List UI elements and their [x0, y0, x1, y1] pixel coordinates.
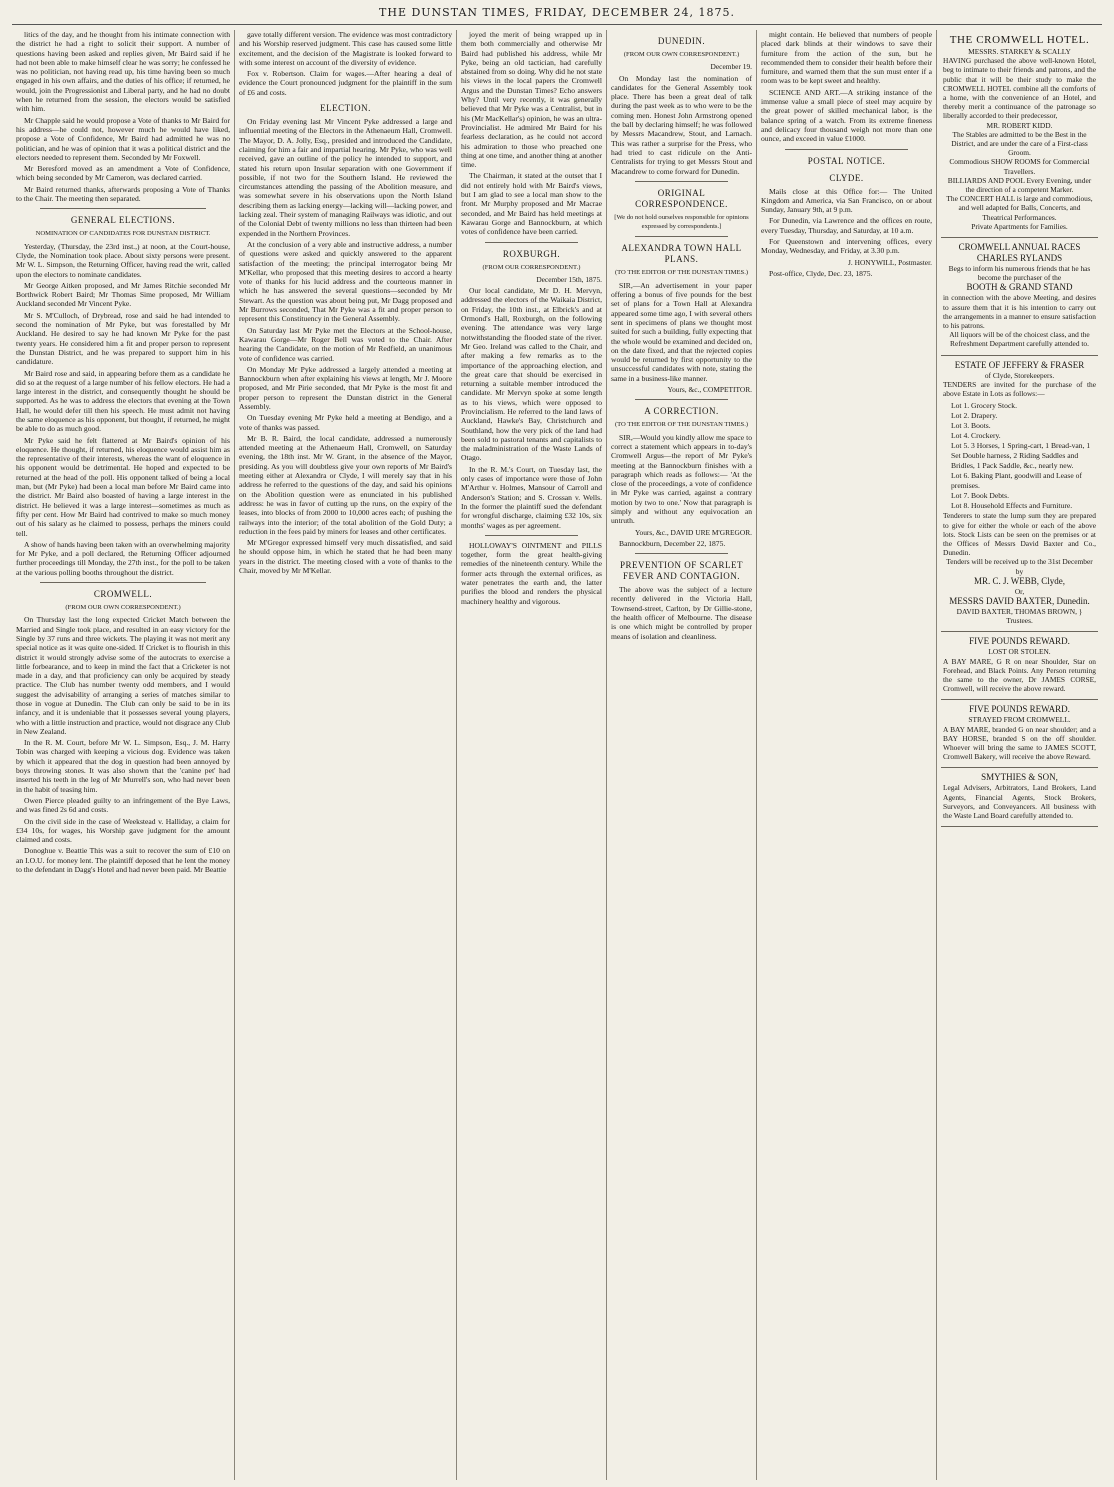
article-paragraph: The Chairman, it stated at the outset that I did not entirely hold with Mr Baird's views, but I am glad to see a local man show to the front. Mr Murphy proposed and Mr Macrae seconded, and Mr Baird has held meetings at Kawarau Gorge and Bannockburn, at which votes of confidence have been carried.: [461, 171, 602, 237]
ad-hotel: [941, 30, 1098, 238]
letter-paragraph: SIR,—An advertisement in your paper offering a bonus of five pounds for the best set of plans for a Town Hall at Alexandra appeared some time ago, I with several others sent in specimens of plans we thought most suited for such a building, fully expecting that the whole would be examined and decided on, on the date fixed, and that the rejected copies would be returned by first opportunity to the unsuccessful candidates with note, stating the same in a business-like manner.: [611, 280, 752, 383]
ad-owner: MESSRS. STARKEY & SCALLY: [968, 47, 1071, 56]
ad-line: Commodious SHOW ROOMS for Commercial Travellers.: [949, 157, 1090, 176]
article-paragraph: On Friday evening last Mr Vincent Pyke addressed a large and influential meeting of the Electors in the Athenaeum Hall, Cromwell. The Mayor, D. A. Jolly, Esq., presided and introduced the Candidate, claiming for him a fair and impartial hearing. Mr Pyke, who was well received, gave an outline of the policy he intended to support, and stated his return upon Insular separation with one Government if possible, if not two for the Southern Island. He reviewed the circumstances attending the passing of the Abolition measure, and was somewhat severe in his observations upon the North Island describing them as lacking energy—lacking will—lacking power, and lacking zeal. Their system of managing Railways was idiotic, and out of the Colonial Debt of twenty millions no less than thirteen had been expended in the Northern Provinces.: [239, 117, 452, 238]
section-heading: POSTAL NOTICE.: [807, 155, 886, 166]
section-heading: GENERAL ELECTIONS.: [70, 215, 176, 226]
article-paragraph: Mr Pyke said he felt flattered at Mr Baird's opinion of his eloquence. He thought, if returned, his eloquence would assist him as the representative of their interests, whereas the want of eloquence in his opponent would be detrimental. He hoped and expected to be returned at the head of the poll. His opponent talked of being a local man, but (Mr Pyke) had been a local man before Mr Baird came into the district. Mr Baird also boasted of having a large interest in the district. He believed it was a large interest—sometimes as much as fifty per cent. How Mr Baird had contrived to make so much money out of his salary as he claimed to possess, perhaps the miners could tell.: [16, 435, 230, 538]
column-5: [756, 30, 936, 1480]
ad-text: Tenderers to state the lump sum they are prepared to give for either the whole or each of the above lots. Stock Lists can be seen on the premises or at the Offices of Messrs David Baxter and Co., Dunedin.: [943, 511, 1096, 558]
section-heading: DUNEDIN.: [657, 36, 706, 46]
divider: [40, 208, 206, 209]
ad-text: in connection with the above Meeting, and desires to assure them that it is his intention to carry out the arrangements in a manner to ensure satisfaction to his patrons.: [943, 293, 1096, 331]
article-paragraph: gave totally different version. The evidence was most contradictory and his Worship reserved judgment. This case has caused some little excitement, and the decision of the Magistrate is looked forward to with some interest on account of the diversity of evidence.: [239, 30, 452, 67]
list-item: Lot 5. 3 Horses, 1 Spring-cart, 1 Bread-van, 1 Set Double harness, 2 Riding Saddles and Bridles, 1 Pack Saddle, &c., nearly new.: [951, 441, 1091, 471]
letter-signature: Yours, &c., DAVID URE M'GREGOR.: [634, 527, 752, 537]
article-paragraph: Owen Pierce pleaded guilty to an infringement of the Bye Laws, and was fined 2s 6d and costs.: [16, 795, 230, 815]
article-paragraph: Our local candidate, Mr D. H. Mervyn, addressed the electors of the Waikaia District, on Friday, the 10th inst., at Elbrick's and at Ormond's Hall, Roxburgh, on the following evening. The attendance was very large notwithstanding the flooded state of the river. Mr Geo. Ireland was called to the Chair, and after making a few remarks as to the importance of the approaching election, and the great care that should be exercised in returning a suitable member introduced the candidate. Mr Mervyn spoke at some length as to his views, which were opposed to Provincialism. He referred to the land laws of Auckland, Hawke's Bay, Christchurch and Southland, how the very pick of the land had been sold to pastoral tenants and capitalists to the maladministration of the Waste Lands of Otago.: [461, 286, 602, 463]
divider: [40, 582, 206, 583]
ad-text: Begs to inform his numerous friends that he has become the purchaser of the: [948, 264, 1091, 283]
list-item: Lot 6. Baking Plant, goodwill and Lease of premises.: [951, 471, 1082, 491]
ad-text: Legal Advisers, Arbitrators, Land Brokers, Land Agents, Financial Agents, Stock Brokers, Surveyors, and Conveyancers. All business with the Waste Land Board carefully attended to.: [943, 783, 1096, 820]
column-1: [12, 30, 234, 1480]
article-paragraph: On Saturday last Mr Pyke met the Electors at the School-house, Kawarau Gorge—Mr Roger Bell was voted to the Chair. After hearing the Candidate, on the motion of Mr Redfield, an unanimous vote of confidence was carried.: [239, 325, 452, 363]
lot-list: [951, 401, 1096, 511]
section-subheading: (FROM OUR OWN CORRESPONDENT.): [65, 604, 181, 612]
section-heading: ROXBURGH.: [502, 248, 561, 259]
article-paragraph: Mr George Aitken proposed, and Mr James Ritchie seconded Mr Borthwick Robert Baird; Mr Thomas Sime proposed, Mr William Auckland seconded Mr Vincent Pyke.: [16, 280, 230, 309]
dateline: December 19.: [710, 62, 752, 72]
ad-subtitle: LOST OR STOLEN.: [988, 647, 1051, 657]
article-paragraph: At the conclusion of a very able and instructive address, a number of questions were asked and quickly answered to the apparent satisfaction of the meeting; the principal interrogator being Mr M'Kellar, who proposed that this meeting desires to accord a hearty vote of thanks for his lucid address and the courteous manner in which he has answered the several questions—seconded by Mr Stewart. As the question was about being put, Mr Dagg proposed and Mr Burrows seconded, That Mr Pyke was a fit and proper person to represent this Constituency in the General Assembly.: [239, 239, 452, 324]
article-paragraph: On Thursday last the long expected Cricket Match between the Married and Single took place, and resulted in an easy victory for the Single by 37 runs and three wickets. The playing it was not merit any special notice as it was quite one-sided. If Cricket is to flourish in this district it would strongly advise some of the autocrats to exercise a little forbearance, and to keep in mind the fact that a Cricketer is not made in a day, and that proficiency can only be acquired by steady practice. The Club has number twenty odd members, and I would suggest the advisability of arranging a series of matches similar to those in vogue at Dunedin. The Club can only be said to be in its infancy, and it is undeniable that it possesses several young players, who with a little instruction and practice, would not disgrace any Club in New Zealand.: [16, 615, 230, 736]
ad-subtitle: STRAYED FROM CROMWELL.: [968, 715, 1071, 725]
section-heading: ALEXANDRA TOWN HALL PLANS.: [621, 243, 742, 265]
ad-title: FIVE POUNDS REWARD.: [969, 636, 1070, 647]
article-paragraph: In the R. M. Court, before Mr W. L. Simpson, Esq., J. M. Harry Tobin was charged with keeping a vicious dog. Evidence was taken by which it appeared that the dog in question had been annoyed by boys throwing stones. It was also shown that the 'canine pet' had inserted his teeth in the leg of Mr Murrell's son, who had never been in the habit of teasing him.: [16, 738, 230, 794]
ad-reward-2: [941, 700, 1098, 768]
article-paragraph: On Monday last the nomination of candidates for the General Assembly took place. There has been a great deal of talk during the past week as to who were to be the coming men. Honest John Armstrong opened the ball by declaring himself; he was followed by Messrs Macandrew, Stout, and Larnach. This was rather a surprise for the Press, who had tried to cast ridicule on the Anti-Centralists for trying to get Messrs Stout and Macandrew to come forward for Dunedin.: [611, 73, 752, 176]
editorial-note: [We do not hold ourselves responsible for opinions expressed by correspondents.]: [614, 213, 749, 231]
column-6: [936, 30, 1102, 1480]
article-paragraph: Mr M'Gregor expressed himself very much dissatisfied, and said he should oppose him, in which he stated that he had been many years in the district. The meeting closed with a vote of thanks to the Chair, moved by Mr M'Kellar.: [239, 538, 452, 576]
ad-text: A BAY MARE, branded G on near shoulder; and a BAY HORSE, branded S on the off shoulder. Whoever will bring the same to JAMES SCOTT, Cromwell Bakery, will receive the above Reward.: [943, 724, 1096, 762]
article-paragraph: On the civil side in the case of Weekstead v. Halliday, a claim for £34 10s, for wages, his Worship gave judgment for the amount claimed and costs.: [16, 816, 230, 845]
section-subheading: (TO THE EDITOR OF THE DUNSTAN TIMES.): [614, 269, 749, 277]
notice-paragraph: For Queenstown and intervening offices, every Monday, Wednesday, and Friday, at 3.30 p.m.: [761, 237, 932, 256]
ad-name: MESSRS DAVID BAXTER, Dunedin.: [949, 595, 1090, 606]
ad-line: Or,: [1014, 586, 1025, 596]
dateline: December 15th, 1875.: [536, 274, 602, 284]
ad-name: MR. C. J. WEBB, Clyde,: [973, 575, 1066, 586]
article-paragraph: The above was the subject of a lecture recently delivered in the Victoria Hall, Townsend-street, Carlton, by Dr Gillie-stone, the health officer of Melbourne. The disease is one which might be controlled by proper means of isolation and cleanliness.: [611, 585, 752, 641]
article-paragraph: Mr Chapple said he would propose a Vote of thanks to Mr Baird for his address—he could not, however much he would have liked, propose a Vote of Confidence, Mr Baird had admitted he was no politician, and he was of opinion that it was a political district and the electors needed to represent them. Seconded by Mr Foxwell.: [16, 115, 230, 162]
masthead-rule: [12, 24, 1102, 25]
section-heading: ORIGINAL CORRESPONDENCE.: [635, 187, 728, 209]
article-paragraph: In the R. M.'s Court, on Tuesday last, the only cases of importance were those of John M'Arthur v. Holmes, Mansour of Carroll and Anderson's Station; and S. Crossan v. Wells. In the former the plaintiff sued the defendant for wrongful discharge, claiming £32 10s, six months' wages as per agreement.: [461, 464, 602, 530]
article-paragraph: Donoghue v. Beattie This was a suit to recover the sum of £10 on an I.O.U. for money lent. The plaintiff deposed that he lent the money to the defendant in Dagg's Hotel and had never been paid. Mr Beattie: [16, 846, 230, 875]
masthead-title: THE DUNSTAN TIMES, FRIDAY, DECEMBER 24, 1875.: [379, 6, 735, 19]
dateline: Post-office, Clyde, Dec. 23, 1875.: [769, 268, 873, 278]
ad-title: THE CROMWELL HOTEL.: [949, 34, 1090, 46]
letter-signature: Yours, &c., COMPETITOR.: [667, 385, 752, 395]
ad-text: HAVING purchased the above well-known Hotel, beg to intimate to their friends and patrons, and the public that it will be their study to make the CROMWELL HOTEL combine all the comforts of a home, with the convenience of an Hotel, and thereby merit a continuance of the patronage so liberally accorded to their predecessor,: [943, 56, 1096, 121]
ad-text: A BAY MARE, G R on near Shoulder, Star on Forehead, and Black Points. Any Person returning the same to the owner, Dr JAMES CORSE, Cromwell, will receive the above reward.: [943, 656, 1096, 694]
article-paragraph: HOLLOWAY'S OINTMENT and PILLS together, form the great health-giving remedies of the nineteenth century. While the former acts through the external orifices, as water penetrates the earth and, the latter purifies the blood and renders the physical machinery healthy and vigorous.: [461, 540, 602, 606]
ad-name: BOOTH & GRAND STAND: [966, 282, 1073, 293]
divider: [635, 399, 728, 400]
article-paragraph: litics of the day, and he thought from his intimate connection with the district he had a right to solicit their support. A number of questions having been asked and replies given, Mr Baird said if he had not been able to make himself clear he was sorry; he confessed he was no politician, not having read up, his time having been so much engaged in his own affairs, and the duties of his office; if returned, he would, join the Progressionist and Liberal party, and he had no doubt when he returned from the session, the electors would be satisfied with him.: [16, 30, 230, 114]
ad-line: The Stables are admitted to be the Best in the District, and are under the care of a First-class Groom.: [951, 129, 1088, 158]
list-item: Lot 7. Book Debts.: [951, 491, 1010, 501]
ad-title: CROMWELL ANNUAL RACES: [958, 242, 1081, 253]
divider: [635, 181, 728, 182]
ad-text: TENDERS are invited for the purchase of the above Estate in Lots as follows:—: [943, 379, 1096, 399]
section-heading: ELECTION.: [320, 103, 371, 114]
column-4: [606, 30, 756, 1480]
dateline: Bannockburn, December 22, 1875.: [619, 538, 726, 548]
article-paragraph: might contain. He believed that numbers of people placed dark blinds at their windows to save their furniture from the action of the sun, but he recommended them to consider their health before their furniture, and warned them that the sun must enter if a room was to be kept sweet and healthy.: [761, 30, 932, 86]
ad-races: [941, 238, 1098, 356]
article-paragraph: Mr Beresford moved as an amendment a Vote of Confidence, which being seconded by Mr Cameron, was declared carried.: [16, 164, 230, 183]
article-paragraph: On Monday Mr Pyke addressed a largely attended a meeting at Bannockburn when after explaining his views at length, Mr J. Moore proposed, and Mr Pirie seconded, that Mr Pyke is the most fit and proper person to represent the Dunstan district in the General Assembly.: [239, 364, 452, 411]
notice-paragraph: For Dunedin, via Lawrence and the offices en route, every Tuesday, Thursday, and Saturday, at 10 a.m.: [761, 216, 932, 235]
section-subheading: (FROM OUR OWN CORRESPONDENT.): [623, 51, 740, 58]
notice-paragraph: Mails close at this Office for:— The United Kingdom and America, via San Francisco, on or about Sunday, January 9th, at 9 p.m.: [761, 186, 932, 215]
article-paragraph: SCIENCE AND ART.—A striking instance of the immense value a small piece of steel may acquire by the great power of skilled mechanical labor, is the balance spring of a watch. From its extreme fineness and delicacy four thousand weigh not more than one ounce, and exceed in value £1000.: [761, 87, 932, 144]
section-heading: PREVENTION OF SCARLET FEVER AND CONTAGION.: [619, 560, 743, 582]
masthead: [0, 6, 1114, 26]
list-item: Lot 3. Boots.: [951, 421, 991, 431]
list-item: Lot 8. Household Effects and Furniture.: [951, 501, 1073, 511]
article-paragraph: Mr Baird rose and said, in appearing before them as a candidate he did so at the request of a large number of his fellow electors. He had a large interest in the district, and consequently thought he should be supported. As he was to address the electors that evening at the Town Hall, he would defer till then his speech. He must admit not having the same eloquence as his opponent, but thought, if returned, he might be able to do as much good.: [16, 368, 230, 434]
divider: [635, 236, 728, 237]
section-heading: A CORRECTION.: [644, 406, 719, 417]
ad-line: Private Apartments for Families.: [971, 221, 1068, 231]
section-subheading: NOMINATION OF CANDIDATES FOR DUNSTAN DISTRICT.: [35, 230, 211, 238]
list-item: Lot 1. Grocery Stock.: [951, 401, 1018, 411]
article-paragraph: A show of hands having been taken with an overwhelming majority for Mr Pyke, and a poll declared, the Returning Officer adjourned further proceedings till Monday, the 27th inst., for the poll to be taken at the various polling booths throughout the district.: [16, 539, 230, 577]
letter-paragraph: SIR,—Would you kindly allow me space to correct a statement which appears in to-day's Cromwell Argus—the report of Mr Pyke's meeting at the Bannockburn finishes with a paragraph which reads as follows:— 'At the close of the proceedings, a vote of confidence in Mr Pyke was carried, against a contrary motion by two to one.' Now that paragraph is simply and without any equivocation an untruth.: [611, 432, 752, 526]
article-paragraph: Mr Baird returned thanks, afterwards proposing a Vote of Thanks to the Chair. The meeting then separated.: [16, 184, 230, 204]
ad-name: MR. ROBERT KIDD.: [986, 120, 1053, 130]
ad-reward-1: [941, 632, 1098, 700]
column-2: [234, 30, 456, 1480]
section-subheading: (FROM OUR CORRESPONDENT.): [482, 263, 581, 271]
ad-text: All liquors will be of the choicest class, and the Refreshment Department carefully attended to.: [949, 330, 1090, 349]
ad-trustees: DAVID BAXTER, THOMAS BROWN, } Trustees.: [956, 606, 1083, 626]
notice-signature: J. HONYWILL, Postmaster.: [848, 257, 932, 267]
ad-title: FIVE POUNDS REWARD.: [969, 704, 1070, 715]
column-3: [456, 30, 606, 1480]
ad-name: CHARLES RYLANDS: [976, 253, 1063, 264]
divider: [485, 535, 578, 536]
list-item: Lot 2. Drapery.: [951, 411, 998, 421]
article-paragraph: Yesterday, (Thursday, the 23rd inst.,) at noon, at the Court-house, Clyde, the Nomination took place. About sixty persons were present. Mr W. L. Simpson, the Returning Officer, having read the writ, called upon the electors to nominate candidates.: [16, 241, 230, 279]
article-paragraph: Mr S. M'Culloch, of Drybread, rose and said he had intended to second the nomination of Mr Pyke, but was forestalled by Mr Auckland. He desired to say he had known Mr Pyke for the past twenty years. He considered him a fit and proper person to represent the Dunstan District, and he was prepared to support him in his candidature.: [16, 310, 230, 367]
list-item: Lot 4. Crockery.: [951, 431, 1001, 441]
ad-title: SMYTHIES & SON,: [981, 772, 1058, 783]
ad-subtitle: of Clyde, Storekeepers.: [984, 370, 1055, 380]
ad-text: Tenders will be received up to the 31st December by: [946, 557, 1093, 576]
article-paragraph: joyed the merit of being wrapped up in them both commercially and otherwise Mr Baird had published his address, while Mr Pyke, being an old tactician, had carefully abstained from so doing. Why did he not state his views in the local papers the Cromwell Argus and the Dunstan Times? Echo answers Why? Until very recently, it was generally believed that Mr Pyke was a Centralist, but in his (Mr MacKellar's) opinion, he was an ultra-Provincialist. He admired Mr Baird for his fearless declaration, as he could not accord his admiration to those who preached one thing at one time, and another thing at another time.: [461, 30, 602, 170]
article-paragraph: Fox v. Robertson. Claim for wages.—After hearing a deal of evidence the Court pronounced judgment for the plaintiff in the sum of £6 and costs.: [239, 69, 452, 97]
section-subheading: CLYDE.: [829, 172, 864, 183]
section-subheading: (TO THE EDITOR OF THE DUNSTAN TIMES.): [614, 421, 749, 429]
section-heading: CROMWELL.: [93, 589, 153, 600]
ad-line: The CONCERT HALL is large and commodious, and well adapted for Balls, Concerts, and Theatrical Performances.: [946, 194, 1093, 222]
divider: [635, 553, 728, 554]
article-paragraph: Mr B. R. Baird, the local candidate, addressed a numerously attended meeting at the Athenaeum Hall, Cromwell, on Saturday evening, the 18th inst. Mr W. Grant, in the absence of the Mayor, presiding. As you will doubtless give your own reports of Mr Baird's meeting either at Alexandra or Clyde, I will merely say that in his address he referred to the questions of the day, and said his opinions on the Abolition question were as enunciated in his published address: he was in favor of cutting up the runs, on the expiry of the leases, into blocks of from 2000 to 10,000 acres each; of pushing the railways into the interior; of the total abolition of the Gold Duty; a reduction in the fees paid by miners for leases and other certificates.: [239, 433, 452, 536]
ad-title: ESTATE OF JEFFERY & FRASER: [954, 359, 1085, 370]
ad-line: BILLIARDS AND POOL Every Evening, under the direction of a competent Marker.: [947, 175, 1092, 195]
ad-smythies: [941, 768, 1098, 827]
divider: [485, 242, 578, 243]
article-paragraph: On Tuesday evening Mr Pyke held a meeting at Bendigo, and a vote of thanks was passed.: [239, 413, 452, 432]
divider: [785, 149, 908, 150]
ad-estate: [941, 356, 1098, 633]
